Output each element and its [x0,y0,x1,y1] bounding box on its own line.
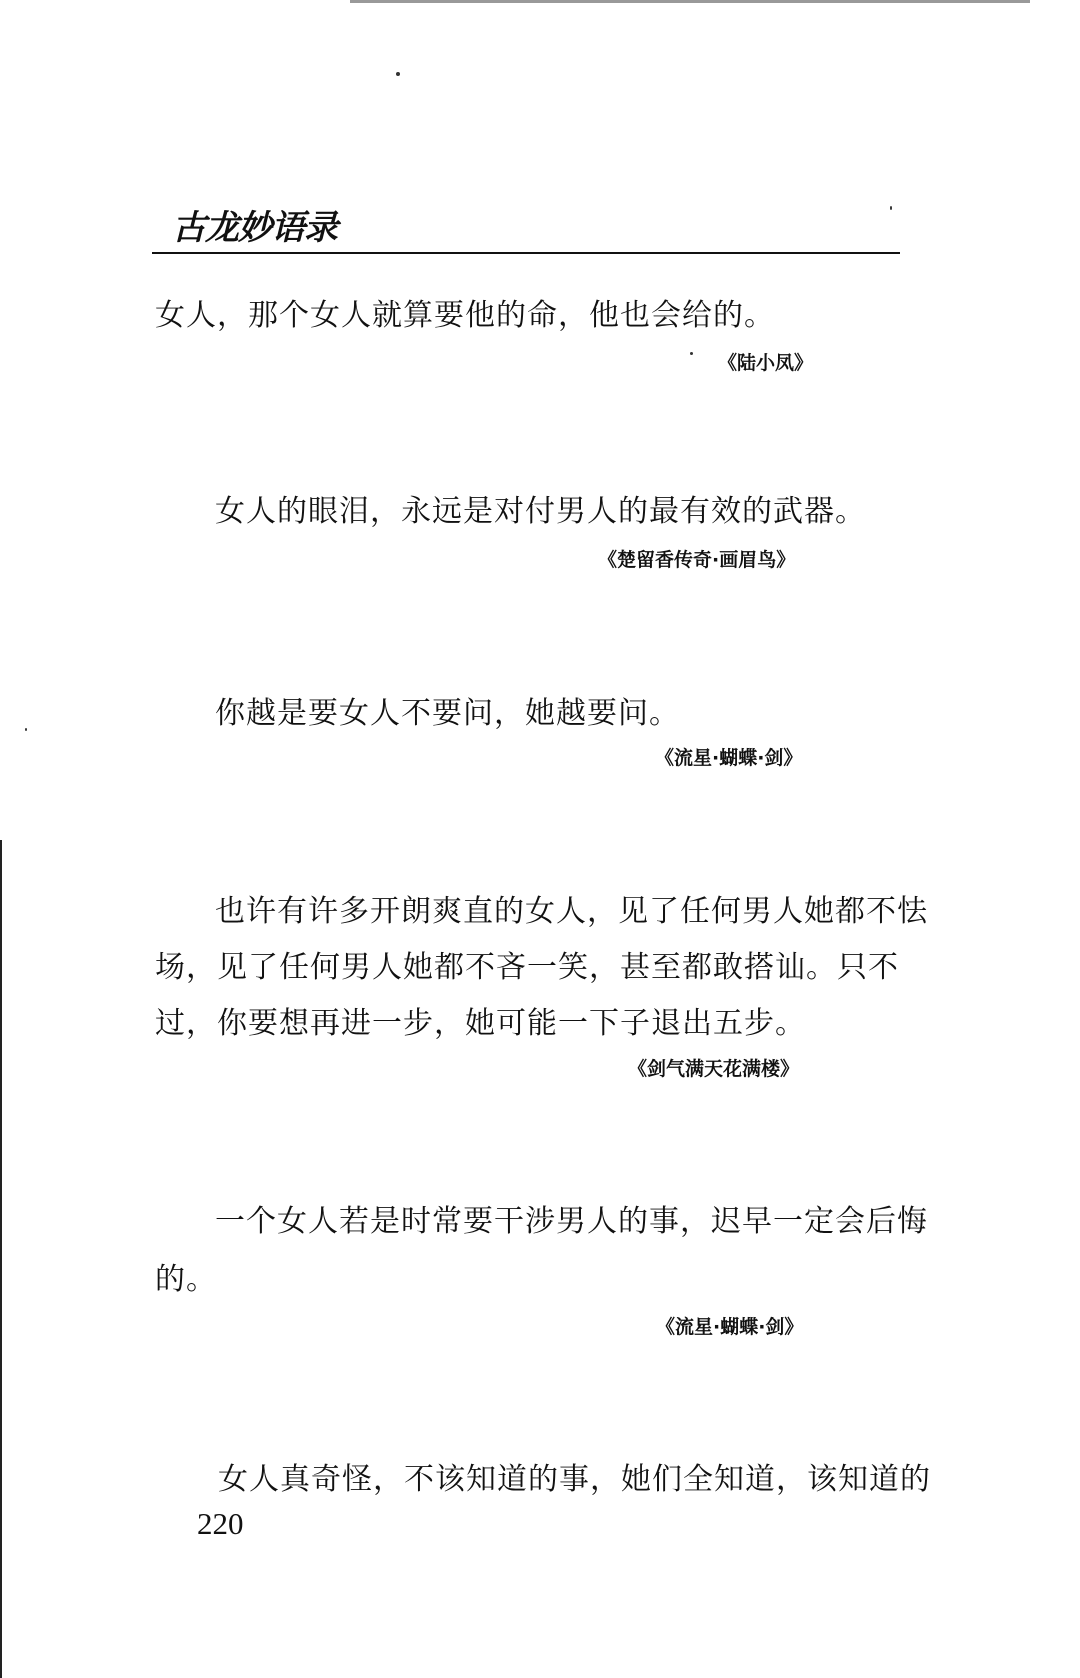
header-divider [152,252,900,254]
quote-2-line-1: 女人的眼泪，永远是对付男人的最有效的武器。 [215,494,866,529]
running-header-title: 古龙妙语录 [172,208,337,248]
quote-5-line-2: 的。 [155,1262,217,1297]
quote-3-line-1: 你越是要女人不要问，她越要问。 [215,696,680,731]
scan-top-edge [350,0,1030,3]
scan-speck [690,352,693,355]
quote-4-line-3: 过，你要想再进一步，她可能一下子退出五步。 [155,1006,806,1041]
scan-speck [25,728,27,731]
quote-4-source: 《剑气满天花满楼》 [628,1058,800,1080]
quote-4-line-2: 场，见了任何男人她都不吝一笑，甚至都敢搭讪。只不 [155,950,899,985]
scan-speck [396,72,400,76]
quote-5-source: 《流星·蝴蝶·剑》 [656,1316,804,1338]
quote-1-source: 《陆小凤》 [718,352,814,374]
scan-left-edge [0,840,2,1678]
quote-2-source: 《楚留香传奇·画眉鸟》 [598,549,796,571]
quote-4-line-1: 也许有许多开朗爽直的女人，见了任何男人她都不怯 [215,894,928,929]
quote-6-line-1: 女人真奇怪，不该知道的事，她们全知道，该知道的 [218,1462,931,1497]
quote-3-source: 《流星·蝴蝶·剑》 [655,747,803,769]
quote-5-line-1: 一个女人若是时常要干涉男人的事，迟早一定会后悔 [215,1204,928,1239]
page-number: 220 [197,1506,244,1541]
scan-speck [890,206,892,210]
quote-1-line-1: 女人，那个女人就算要他的命，他也会给的。 [155,298,775,333]
